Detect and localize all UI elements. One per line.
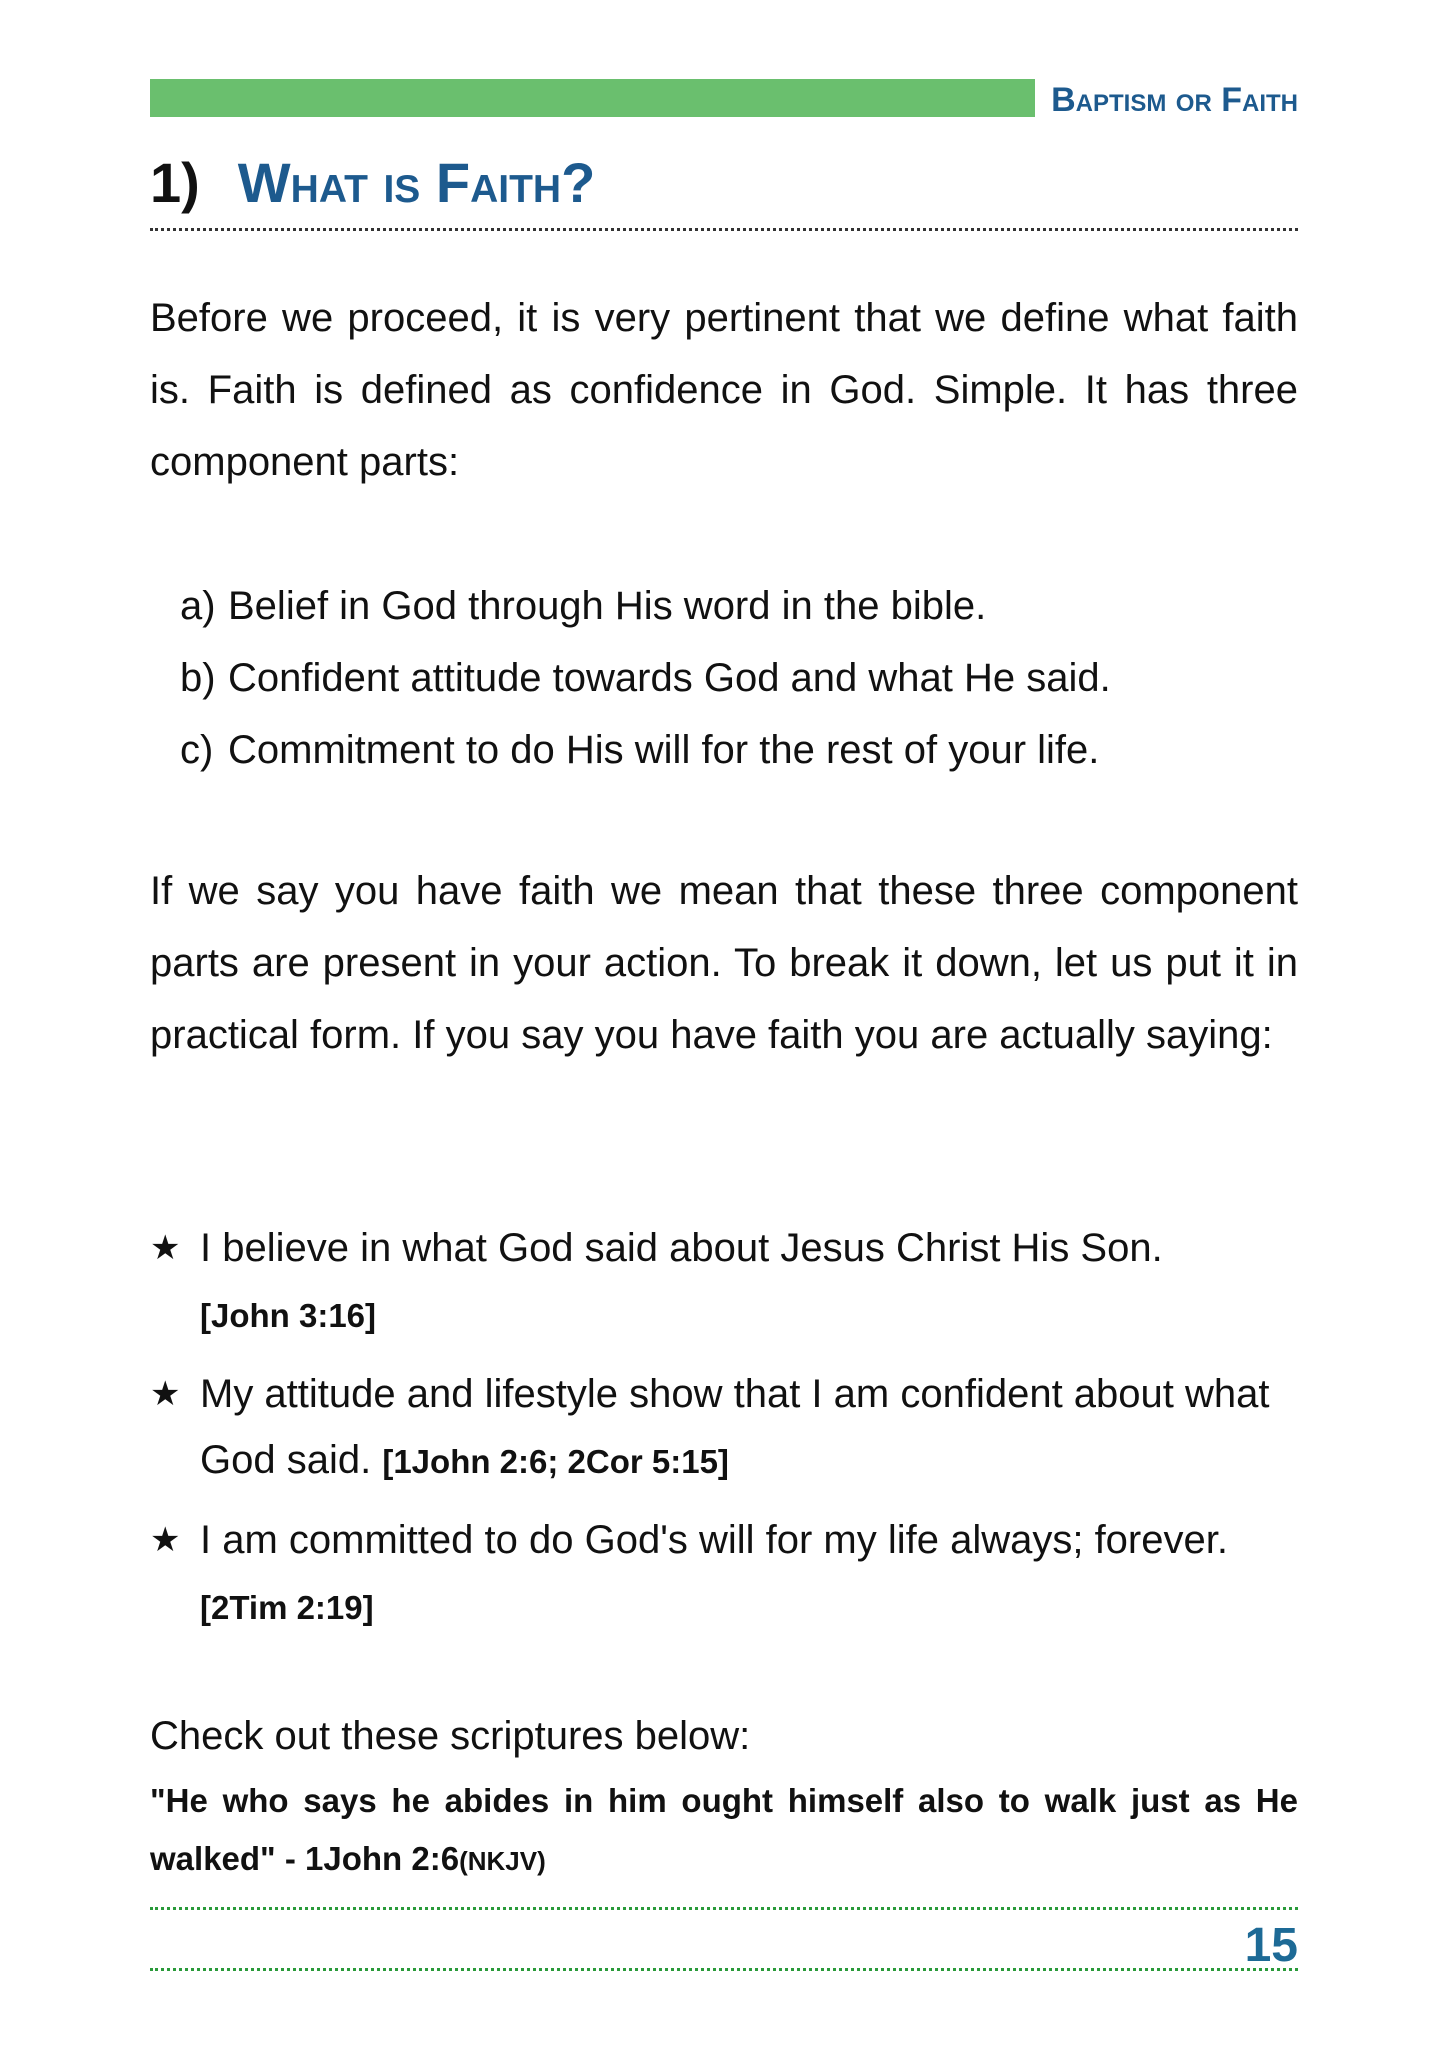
- list-item: [180, 714, 1111, 786]
- list-text: Belief in God through His word in the bible.: [228, 584, 987, 628]
- statement-text: I am committed to do God's will for my life always; forever.: [200, 1518, 1228, 1562]
- scripture-quote: [150, 1772, 1298, 1890]
- statement-item: [150, 1507, 1298, 1641]
- footer-divider-bottom: [150, 1968, 1298, 1971]
- quote-text: "He who says he abides in him ought himself also to walk just as He walked" - 1John 2:6: [150, 1782, 1298, 1877]
- list-text: Commitment to do His will for the rest of your life.: [228, 728, 1100, 772]
- list-label: c): [180, 728, 214, 772]
- section-heading: What is Faith?: [237, 151, 596, 214]
- statement-list: [150, 1215, 1298, 1653]
- list-label: b): [180, 656, 216, 700]
- bible-version: (NKJV): [459, 1846, 546, 1876]
- scripture-ref: [1John 2:6; 2Cor 5:15]: [382, 1443, 729, 1480]
- scripture-ref: [John 3:16]: [200, 1297, 377, 1334]
- star-icon: ★: [150, 1521, 181, 1559]
- statement-text: I believe in what God said about Jesus Christ His Son.: [200, 1226, 1163, 1270]
- list-label: a): [180, 584, 216, 628]
- section-title: [150, 150, 595, 215]
- title-divider: [150, 228, 1298, 231]
- section-number: 1): [150, 151, 200, 214]
- running-head: Baptism or Faith: [1051, 81, 1298, 119]
- page-number: 15: [1244, 1919, 1298, 1972]
- statement-item: [150, 1215, 1298, 1349]
- intro-paragraph: Before we proceed, it is very pertinent that we define what faith is. Faith is defined as confidence in God. Simple. It has three component parts:: [150, 296, 1298, 484]
- footer-divider-top: [150, 1907, 1298, 1910]
- statement-text: My attitude and lifestyle show that I am confident about what God said.: [200, 1372, 1270, 1482]
- star-icon: ★: [150, 1229, 181, 1267]
- list-text: Confident attitude towards God and what He said.: [228, 656, 1111, 700]
- statement-item: [150, 1361, 1298, 1495]
- component-list: [180, 570, 1111, 786]
- scripture-ref: [2Tim 2:19]: [200, 1589, 374, 1626]
- list-item: [180, 570, 1111, 642]
- list-item: [180, 642, 1111, 714]
- star-icon: ★: [150, 1375, 181, 1413]
- third-paragraph: Check out these scriptures below:: [150, 1714, 751, 1758]
- header-color-bar: [150, 79, 1035, 117]
- second-paragraph: If we say you have faith we mean that these three component parts are present in your action. To break it down, let us put it in practical form. If you say you have faith you are actually saying:: [150, 869, 1298, 1057]
